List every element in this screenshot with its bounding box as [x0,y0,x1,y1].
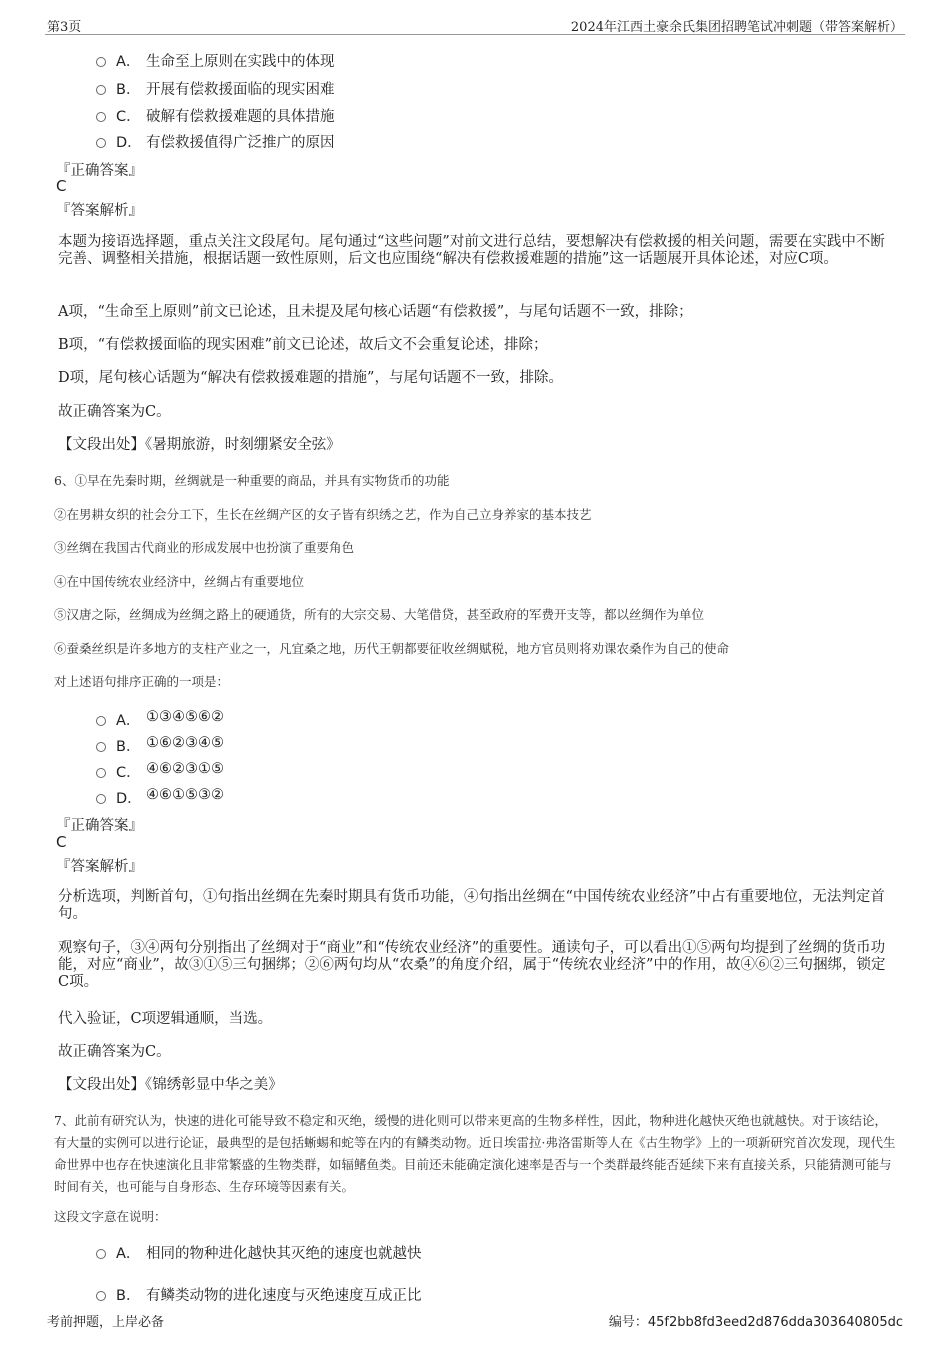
q5-answer: C [56,177,67,195]
q6-analysis-paragraph: 故正确答案为C。 [58,1044,171,1060]
option-letter: D． [116,135,142,151]
q6-sentence: ⑥蚕桑丝织是许多地方的支柱产业之一，凡宜桑之地，历代王朝都要征收丝绸赋税，地方官员则将劝课农桑作为自己的使命 [54,641,730,656]
q5-analysis-paragraph: B项，“有偿救援面临的现实困难”前文已论述，故后文不会重复论述，排除； [58,337,548,353]
radio-icon[interactable] [96,85,106,95]
q7-prompt: 这段文字意在说明： [54,1209,167,1224]
q6-answer-label: 『正确答案』 [56,818,143,834]
code-label: 编号： [608,1315,648,1330]
q5-analysis-paragraph: 故正确答案为C。 [58,404,171,420]
q6-sentence: 6、①早在先秦时期，丝绸就是一种重要的商品，并具有实物货币的功能 [54,473,450,488]
radio-icon[interactable] [96,768,106,778]
option-letter: B． [116,82,141,98]
option-letter: C． [116,109,141,125]
q5-analysis-paragraph: 本题为接语选择题，重点关注文段尾句。尾句通过“这些问题”对前文进行总结，要想解决有偿救援的相关问题，需要在实践中不断完善、调整相关措施，根据话题一致性原则，后文也应围绕“解决有偿救援难题的措施”这一话题展开具体论述，对应C项。 [58,234,885,267]
q5-answer-label: 『正确答案』 [56,163,143,179]
radio-icon[interactable] [96,138,106,148]
option-text: 生命至上原则在实践中的体现 [146,54,335,70]
option-letter: A． [116,713,141,729]
option-letter: D． [116,791,142,807]
radio-icon[interactable] [96,57,106,67]
q6-analysis-paragraph: 分析选项，判断首句，①句指出丝绸在先秦时期具有货币功能，④句指出丝绸在“中国传统农业经济”中占有重要地位，无法判定首句。 [58,889,885,922]
option-letter: C． [116,765,141,781]
radio-icon[interactable] [96,742,106,752]
q5-analysis-label: 『答案解析』 [56,203,143,219]
radio-icon[interactable] [96,1291,106,1301]
option-letter: A． [116,54,141,70]
q6-analysis-paragraph: 观察句子，③④两句分别指出了丝绸对于“商业”和“传统农业经济”的重要性。通读句子，可以看出①⑤两句均提到了丝绸的货币功能，对应“商业”，故③①⑤三句捆绑；②⑥两句均从“农桑”的角度介绍，属于“传统农业经济”中的作用，故④⑥②三句捆绑，锁定C项。 [58,940,886,990]
q7-stem: 7、此前有研究认为，快速的进化可能导致不稳定和灭绝，缓慢的进化则可以带来更高的生物多样性，因此，物种进化越快灭绝也就越快。对于该结论，有大量的实例可以进行论证，最典型的是包括蜥蜴和蛇等在内的有鳞类动物。近日埃雷拉·弗洛雷斯等人在《古生物学》上的一项新研究首次发现，现代生命世界中也存在快速演化且非常繁盛的生物类群，如辐鳍鱼类。目前还未能确定演化速率是否与一个类群最终能否延续下来有直接关系，只能猜测可能与时间有关，也可能与自身形态、生存环境等因素有关。 [54,1113,896,1194]
option-letter: A． [116,1246,141,1262]
q5-source: 【文段出处】《暑期旅游，时刻绷紧安全弦》 [58,437,341,453]
option-text: 开展有偿救援面临的现实困难 [146,82,335,98]
option-text: 破解有偿救援难题的具体措施 [146,109,335,125]
q5-analysis-paragraph: A项，“生命至上原则”前文已论述，且未提及尾句核心话题“有偿救援”，与尾句话题不一致，排除； [58,304,693,320]
option-text: 有偿救援值得广泛推广的原因 [146,135,335,151]
option-letter: B． [116,739,141,755]
document-code [609,1311,903,1330]
code-value: 45f2bb8fd3eed2d876dda303640805dc [647,1315,903,1330]
q6-analysis-paragraph: 代入验证，C项逻辑通顺，当选。 [58,1011,273,1027]
q6-sentence: ④在中国传统农业经济中，丝绸占有重要地位 [54,574,305,589]
radio-icon[interactable] [96,112,106,122]
option-text: 有鳞类动物的进化速度与灭绝速度互成正比 [146,1288,422,1304]
option-text: 相同的物种进化越快其灭绝的速度也就越快 [146,1246,422,1262]
option-text: ①③④⑤⑥② [146,709,224,725]
q6-source: 【文段出处】《锦绣彰显中华之美》 [58,1077,283,1093]
document-title: 2024年江西土豪余氏集团招聘笔试冲刺题（带答案解析） [570,20,903,35]
option-letter: B． [116,1288,141,1304]
footer-slogan: 考前押题，上岸必备 [47,1315,165,1330]
q6-answer: C [56,833,67,851]
radio-icon[interactable] [96,1249,106,1259]
option-text: ①⑥②③④⑤ [146,735,224,751]
page-header [45,14,905,35]
radio-icon[interactable] [96,794,106,804]
radio-icon[interactable] [96,716,106,726]
q6-sentence: ⑤汉唐之际，丝绸成为丝绸之路上的硬通货，所有的大宗交易、大笔借贷，甚至政府的军费开支等，都以丝绸作为单位 [54,607,705,622]
q6-prompt: 对上述语句排序正确的一项是： [54,674,230,689]
q6-sentence: ②在男耕女织的社会分工下，生长在丝绸产区的女子皆有织绣之艺，作为自己立身养家的基本技艺 [54,507,592,522]
q5-analysis-paragraph: D项，尾句核心话题为“解决有偿救援难题的措施”，与尾句话题不一致，排除。 [58,370,563,386]
page-number: 第3页 [47,20,82,35]
option-text: ④⑥①⑤③② [146,787,224,803]
option-text: ④⑥②③①⑤ [146,761,224,777]
q6-sentence: ③丝绸在我国古代商业的形成发展中也扮演了重要角色 [54,540,355,555]
q6-analysis-label: 『答案解析』 [56,859,143,875]
